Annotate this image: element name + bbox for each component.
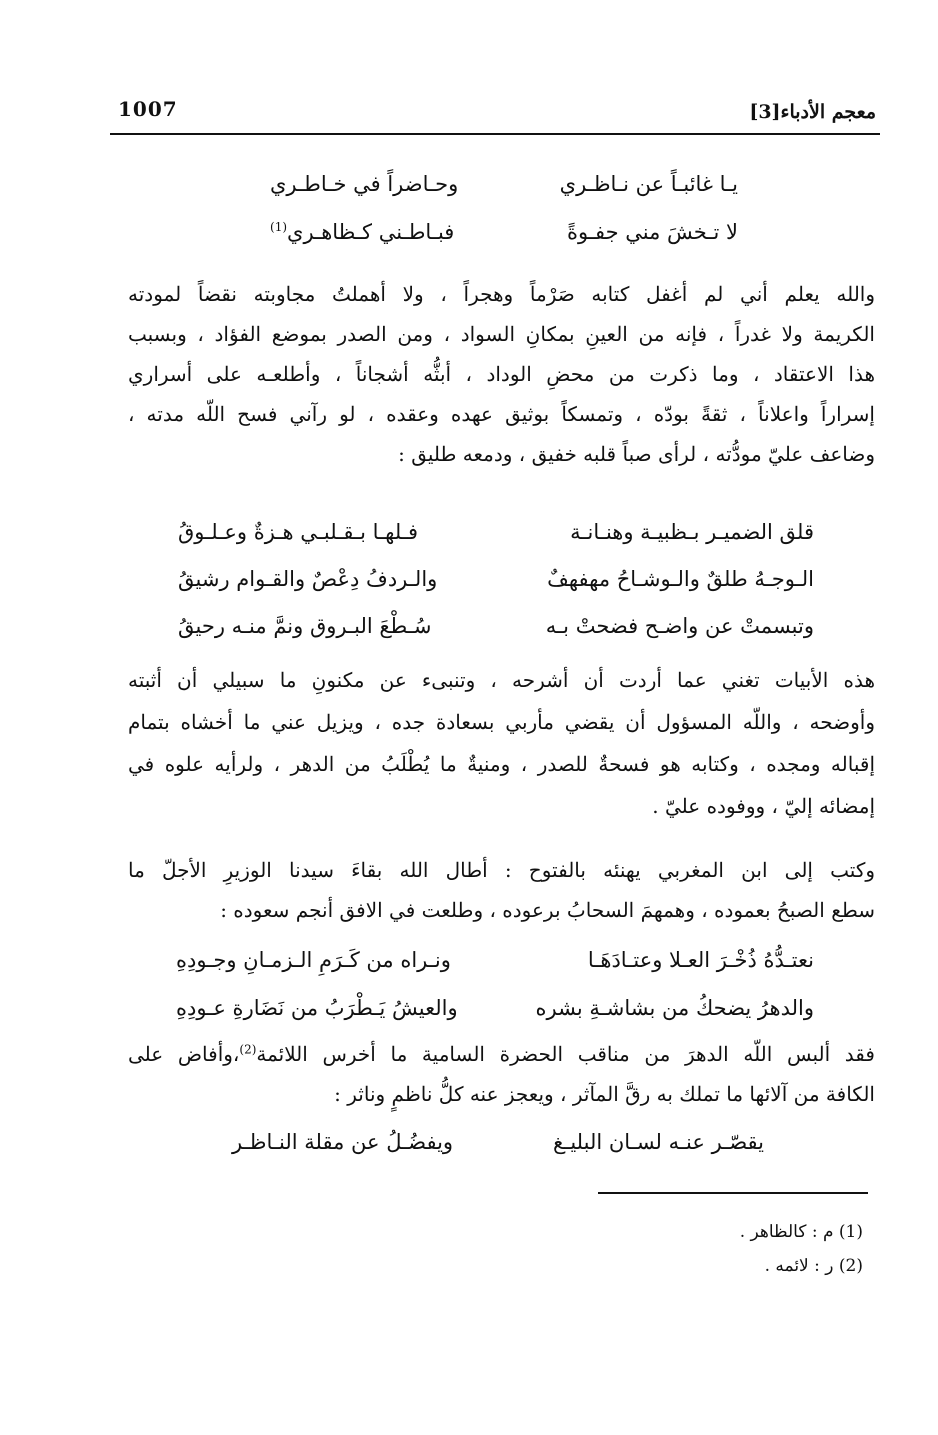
prose-text: ،وأفاض على [128,1042,240,1066]
verse-hemistich-text: فبـاطـني كـظاهـري [287,220,455,244]
verse-hemistich-second: والـردفُ دِعْصٌ والقـوام رشيقُ [178,567,438,591]
prose-line: إقباله ومجده ، وكتابه هو فسحةٌ للصدر ، ومنيةٌ ما يُطْلَبُ من الدهر ، ولرأيه علوه في [128,752,875,776]
verse-hemistich-first: وتبسمتْ عن واضـح فضحتْ بـه [545,614,814,638]
verse-hemistich-first: لا تـخشَ مني جفـوةً [566,220,738,244]
verse-hemistich-first: يقصّـر عنـه لسـان البليـغ [552,1130,764,1154]
page-header [110,95,880,135]
prose-line: وضاعف عليّ مودُّته ، لرأى صباً قلبه خفيق ، ودمعه طليق : [398,442,875,466]
prose-line: هذه الأبيات تغني عما أردت أن أشرحه ، وتنبىء عن مكنونِ ما سبيلي أن أثبته [128,668,875,692]
verse-hemistich-second: ونـراه من كَـرَمِ الـزمـانِ وجـودِهِ [176,948,451,972]
footnote-ref: (1) [270,220,288,234]
verse-hemistich-second: فـلهـا بـقـلبـي هـزةٌ وعـلـوقُ [178,520,419,544]
prose-line: الكافة من آلائها ما تملك به رقَّ المآثر ، ويعجز عنه كلُّ ناظمٍ وناثر : [334,1082,875,1106]
verse-hemistich-first: الـوجـهُ طلقٌ والـوشـاحُ مهفهفٌ [547,567,814,591]
page-number: 1007 [118,97,178,121]
footnote: (1) م : كالظاهر . [739,1222,863,1242]
footnote-rule [598,1192,868,1194]
prose-line: الكريمة ولا غدراً ، فإنه من العينِ بمكانِ السواد ، ومن الصدر بموضع الفؤاد ، وبسبب [128,322,875,346]
verse-hemistich-first: يـا غائبـاً عن نـاظـري [559,172,738,196]
verse-hemistich-first: والدهرُ يضحكُ من بشاشـةِ بشره [535,996,814,1020]
prose-line [128,1042,875,1078]
prose-line: هذا الاعتقاد ، وما ذكرت من محضِ الوداد ، أبثُّه أشجاناً ، وأطلعـه على أسراري [128,362,875,386]
verse-line [270,172,738,206]
prose-line: وأوضحه ، واللّه المسؤول أن يقضي مأربي بسعادة جده ، ويزيل عني ما أخشاه بتمام [128,710,875,734]
verse-hemistich-second: والعيشُ يَـطْرَبُ من نَضَارةِ عـودِهِ [176,996,458,1020]
verse-line [176,948,814,982]
verse-line [178,567,814,601]
verse-hemistich-second: وحـاضراً في خـاطـري [270,172,459,196]
running-title: معجم الأدباء[3] [749,101,876,123]
verse-hemistich-second: ويفضُـلُ عن مقلة النـاظـر [232,1130,454,1154]
prose-line: إسراراً واعلاناً ، ثقةً بودّه ، وتمسكاً بوثيق عهده وعقده ، لو رآني فسح اللّه مدته ، [128,402,875,426]
footnote-ref: (2) [239,1042,257,1057]
verse-line [232,1130,764,1164]
verse-hemistich-second [270,220,454,244]
verse-line [270,220,738,254]
prose-text: فقد ألبس اللّه الدهرَ من مناقب الحضرة السامية ما أخرس اللائمة [256,1042,875,1066]
prose-line: إمضائه إليّ ، ووفوده عليّ . [652,794,875,818]
verse-hemistich-second: سُـطْعَ البـروق ونمَّ منـه رحيقُ [178,614,432,638]
header-rule [110,133,880,135]
prose-line: وكتب إلى ابن المغربي يهنئه بالفتوح : أطال الله بقاءَ سيدنا الوزيرِ الأجلّ ما [128,858,875,882]
prose-line: سطع الصبحُ بعموده ، وهمهمَ السحابُ برعوده ، وطلعت في الافق أنجم سعوده : [220,898,875,922]
verse-hemistich-first: قلق الضميـر بـظبيـة وهنـانـة [570,520,814,544]
verse-line [178,614,814,648]
verse-hemistich-first: نعتـدُّهُ ذُخْـرَ العـلا وعتـادَهَـا [587,948,814,972]
prose-line: والله يعلم أني لم أغفل كتابه صَرْماً وهجراً ، ولا أهملتُ مجاوبته نقضاً لمودته [128,282,875,306]
verse-line [178,520,814,554]
footnote: (2) ر : لائمه . [764,1256,863,1276]
verse-line [176,996,814,1030]
